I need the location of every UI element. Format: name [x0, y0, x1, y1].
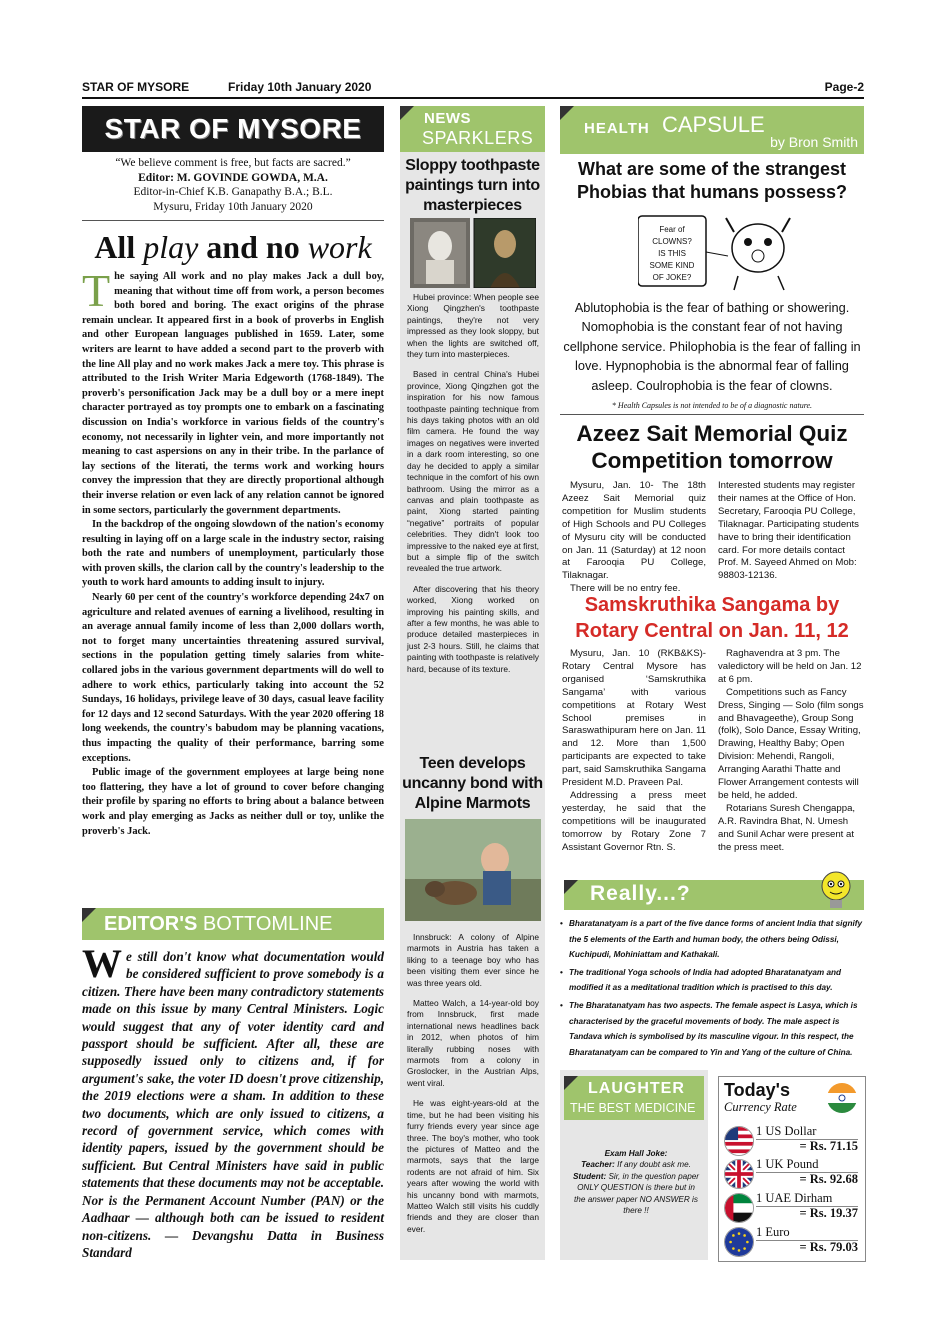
phobia-question: What are some of the strangest Phobias that humans possess? — [576, 159, 848, 202]
health-disclaimer: * Health Capsules is not intended to be of a diagnostic nature. — [611, 401, 813, 410]
editorial-body — [82, 265, 384, 839]
editorial-paragraph: The saying All work and no play makes Jack a dull boy, meaning that without time off from work, a person becomes both bored and boring. The exact origins of the phrase remain unclear. It appeared first in a book of proverbs in English and other European languages published in 1659. Later, some writers are learnt to have added a second part to the proverb with the line All play and no work makes Jack a mere toy. This phrase is attributed to the Irish Writer Maria Edgeworth (1768-1849). The proverb's personification Jack may be a dull boy or a mere inept character portrayed as toy prompts one to embark on a fascinating discussion on India's workforce in various fields of the country's economy, not necessarily in lighter vein, and more importantly not meaning to cast aspersions on any in their tribe. In the parlance of lay sections of the literati, the terms work and working hours convey the impression that they are directly proportional although their inverse relation or even lack of any relation cannot be ignored in some sectors, particularly the government departments. — [82, 265, 384, 516]
phobia-body: Ablutophobia is the fear of bathing or showering. Nomophobia is the constant fear of not having cellphone service. Philophobia is the fear of falling in love. Hypnophobia is the abnormal fear of falling asleep. Coulrophobia is the fear of clowns. — [563, 300, 861, 393]
toothpaste-story — [407, 292, 539, 684]
bottomline-dropcap: W — [82, 941, 122, 986]
editorial-headline: All play and no work — [94, 229, 372, 265]
toothpaste-paragraph: After discovering that his theory worked, Xiong worked on improving his painting skills, and after a few months, he was able to produce detailed masterpieces in just 2-3 hours. Still, he claims that painting with toothpaste is relatively hard, because of its texture. — [407, 583, 539, 674]
really-fact: • The traditional Yoga schools of India had adopted Bharatanatyam and modified it as a meditational tradition which is practised to this day. — [560, 965, 864, 996]
uae-flag-icon — [724, 1193, 754, 1223]
marmots-paragraph: Matteo Walch, a 14-year-old boy from Innsbruck, first made international news headlines back in 2012, when photos of him literally rubbing noses with marmots from a colony in Groslocker, in the Austrian Alps, went viral. — [407, 998, 539, 1088]
banner-notch — [564, 880, 578, 894]
samskruthika-story-col1: Mysuru, Jan. 10 (RKB&KS)- Rotary Central Mysore has organised ‘Samskruthika Sangama’ with various competitions at Rotary West School premises in Saraswathipuram here on Jan. 11 and 12. More than 1,500 participants are expected to take part, said Samskruthika Sangama President M.D. Praveen Pal. Addressing a press meet yesterday, he said that the competitions will be inaugurated tomorrow by Rotary Zone 7 Assistant Governor Rtn. S. — [562, 648, 706, 853]
masthead-title: STAR OF MYSORE — [104, 113, 362, 144]
section-rule — [560, 414, 864, 415]
marmots-paragraph: Innsbruck: A colony of Alpine marmots in Austria has taken a liking to a teenage boy who has been visiting them ever since he was three years old. — [407, 932, 539, 988]
header-rule — [82, 97, 864, 99]
toothpaste-headline: Sloppy toothpaste paintings turn into masterpieces — [405, 157, 540, 214]
rate-value: = Rs. 92.68 — [799, 1172, 858, 1186]
header-publication: STAR OF MYSORE — [82, 80, 190, 94]
toothpaste-paragraph: Based in central China's Hubei province, Xiong Qingzhen got the inspiration for his now famous toothpaste painting technique from his days taking photos with an old film camera. He found the way images on negatives were inverted in a dark room interesting, so one day he decided to apply a similar technique in the comfort of his own bathroom. Using the mirror as a canvas and plain toothpaste as paint, Xiong started painting “negative” portraits of popular celebrities. They didn't look too impressive to the naked eye at first, but a simple flip of the switch revealed the true artwork. — [407, 369, 539, 574]
quiz-headline: Azeez Sait Memorial Quiz Competition tomorrow — [576, 421, 848, 473]
rate-currency: 1 UAE Dirham — [756, 1191, 833, 1205]
svg-text:IS THIS: IS THIS — [658, 249, 686, 258]
rate-value: = Rs. 71.15 — [799, 1139, 858, 1153]
masthead-rule — [82, 220, 384, 221]
lightbulb-icon — [816, 868, 856, 912]
quiz-story-col1: Mysuru, Jan. 10- The 18th Azeez Sait Memorial quiz competition for Muslim students of High Schools and PU Colleges of Mysuru city will be conducted on Jan. 11 (Saturday) at 12 noon at Farooqia PU College, Tilaknagar. There will be no entry fee. — [562, 480, 706, 595]
rate-row-eur — [722, 1225, 862, 1257]
quiz-story-col2: Interested students may register their names at the Office of Hon. Secretary, Farooqia PU College, Tilaknagar. Participating students have to bring their identification card. For more details contact Prof. M. Sayeed Ahmed on Mob: 98803-12136. — [718, 480, 859, 582]
rate-row-usd — [722, 1124, 862, 1156]
news-sparklers-banner: NEWS SPARKLERS — [400, 106, 545, 152]
toothpaste-paintings-photo — [410, 218, 536, 288]
eu-flag-icon — [724, 1227, 754, 1257]
really-fact: • Bharatanatyam is a part of the five dance forms of ancient India that signify the 5 elements of the Earth and human body, the others being Odissi, Kuchipudi, Mohiniattam and Kathakali. — [560, 916, 864, 963]
editorial-dropcap: T — [82, 265, 111, 316]
india-flag-icon — [826, 1082, 858, 1114]
rate-currency: 1 US Dollar — [756, 1124, 817, 1138]
editorial-paragraph: Nearly 60 per cent of the country's workforce depending 24x7 on agriculture and related avenues of earning a livelihood, resulting in an average annual family income of less than 2,000 dollars worth, not to forget many uncertainties threatening assured survival, sections in the population getting timely salaries from white-collared jobs in the various government departments will do well to adhere to work ethics, particularly taking into account the 52 Sundays, 16 holidays, privilege leave of 30 days, casual leave facility for 12 days and 12 second Saturdays. With the year 2020 offering 18 long weekends, the country's babudom may be planning vacations, thus impacting the quality of their performance, barring some exceptions. — [82, 592, 384, 764]
masthead-info — [82, 156, 384, 214]
banner-notch — [400, 106, 414, 120]
banner-notch — [82, 908, 96, 922]
rate-currency: 1 Euro — [756, 1225, 790, 1239]
exam-hall-joke: Exam Hall Joke: Teacher: If any doubt ask me. Student: Sir, in the question paper ONLY QUESTION is there but in the answer paper NO ANSWER is there !! — [572, 1149, 700, 1216]
marmots-photo — [405, 819, 541, 921]
really-facts-list — [560, 916, 864, 1062]
svg-text:OF JOKE?: OF JOKE? — [652, 273, 692, 282]
really-banner: Really...? — [564, 880, 864, 910]
marmots-story — [407, 932, 539, 1244]
currency-rate-title: Today's — [724, 1080, 790, 1100]
banner-notch — [560, 106, 574, 120]
editorial-paragraph: In the backdrop of the ongoing slowdown of the nation's economy resulting in laying off on a large scale in the industry sector, raising both the rate and numbers of unemployment, particularly those with proven skills, the clarion call by the country's leadership to the youth to work hard amounts to adding insult to injury. — [82, 519, 384, 589]
svg-text:Fear of: Fear of — [659, 225, 685, 234]
editor-line: Editor: M. GOVINDE GOWDA, M.A. — [138, 171, 328, 184]
svg-text:SOME KIND: SOME KIND — [649, 261, 695, 270]
dateline: Mysuru, Friday 10th January 2020 — [153, 200, 313, 213]
editor-in-chief-line: Editor-in-Chief K.B. Ganapathy B.A.; B.L. — [133, 186, 333, 198]
page-header — [82, 78, 864, 98]
marmots-paragraph: He was eight-years-old at the time, but he had been visiting his furry friends every year since age three. The boy's mother, who took the pictures of Matteo and the marmots, says that the large rodents are not afraid of him. Six years after wowing the world with his uncanny bond with marmots, Matteo Walch still visits his cuddly friends and they are closer than ever. — [407, 1098, 539, 1234]
health-capsule-banner: HEALTH CAPSULE by Bron Smith — [560, 106, 864, 154]
masthead — [82, 106, 384, 152]
motto: “We believe comment is free, but facts are sacred.” — [115, 157, 351, 169]
editorial-paragraph: Public image of the government employees at large being none too flattering, they have a lot of ground to cover before changing their profile by sparing no efforts to bring about a balance between work and play emerging as Jacks as neither dull or toy, unlike the proverb's Jack. — [82, 767, 384, 837]
banner-notch — [564, 1076, 578, 1090]
rate-row-gbp — [722, 1157, 862, 1189]
header-date: Friday 10th January 2020 — [228, 80, 372, 94]
toothpaste-caption: Hubei province: When people see Xiong Qingzhen's toothpaste paintings, they're not very impressed as they look sloppy, but when the lights are switched off, they turn into masterpieces. — [407, 292, 539, 360]
rate-row-aed — [722, 1191, 862, 1223]
marmots-headline: Teen develops uncanny bond with Alpine Marmots — [402, 755, 543, 812]
health-byline: by Bron Smith — [770, 134, 858, 150]
us-flag-icon — [724, 1126, 754, 1156]
samskruthika-headline: Samskruthika Sangama by Rotary Central on Jan. 11, 12 — [575, 594, 849, 642]
uk-flag-icon — [724, 1159, 754, 1189]
samskruthika-story-col2: Raghavendra at 3 pm. The valedictory will be held on Jan. 12 at 6 pm. Competitions such as Fancy Dress, Singing — Solo (film songs and Bhavageethe), Group Song (folk), Solo Dance, Essay Writing, Drawing, Healthy Baby; Open Division: Mehendi, Rangoli, Arranging Aarathi Thatte and Flower Arrangement contests will be held, he added. Rotarians Suresh Chengappa, A.R. Ravindra Bhat, N. Umesh and Sunil Achar were present at the press meet. — [718, 648, 864, 853]
header-page-number: Page-2 — [824, 80, 864, 94]
svg-text:CLOWNS?: CLOWNS? — [652, 237, 692, 246]
currency-rate-subtitle: Currency Rate — [724, 1100, 797, 1114]
rate-value: = Rs. 19.37 — [799, 1206, 858, 1220]
laughter-banner: LAUGHTER THE BEST MEDICINE — [564, 1076, 704, 1120]
really-fact: • The Bharatanatyam has two aspects. The female aspect is Lasya, which is characterised by the graceful movements of body. The male aspect is Tandava which is symbolised by its masculine vigour. In this respect, the Bharatanatyam can be compared to Yin and Yang of the culture of China. — [560, 998, 864, 1060]
bottomline-credit: — Devangshu Datta in Business Standard — [82, 1227, 384, 1260]
rate-currency: 1 UK Pound — [756, 1157, 819, 1171]
editors-bottomline-banner: EDITOR'S BOTTOMLINE — [82, 908, 384, 940]
clown-cartoon — [638, 212, 808, 292]
bottomline-body: We still don't know what documentation would be considered sufficient to prove somebody is a citizen. There have been many contradictory statements made on this issue by many Central Ministers. Logic would suggest that any of voter identity card and passport should be sufficient. After all, these are supposedly issued only to citizens and, if for argument's sake, the voter ID doesn't prove citizenship, the 2019 elections were a sham. In addition to these two documents, which are only issued to citizens, a record of government service, which comes with identity papers, issued by the government should be sufficient. But Central Ministers have said in public statements that these documents may not be acceptable. Nor is the Permanent Account Number (PAN) or the Aadhaar — although both can be issued to resident non-citizens. — Devangshu Datta in Business Standard — [82, 941, 384, 1260]
rate-value: = Rs. 79.03 — [799, 1240, 858, 1254]
